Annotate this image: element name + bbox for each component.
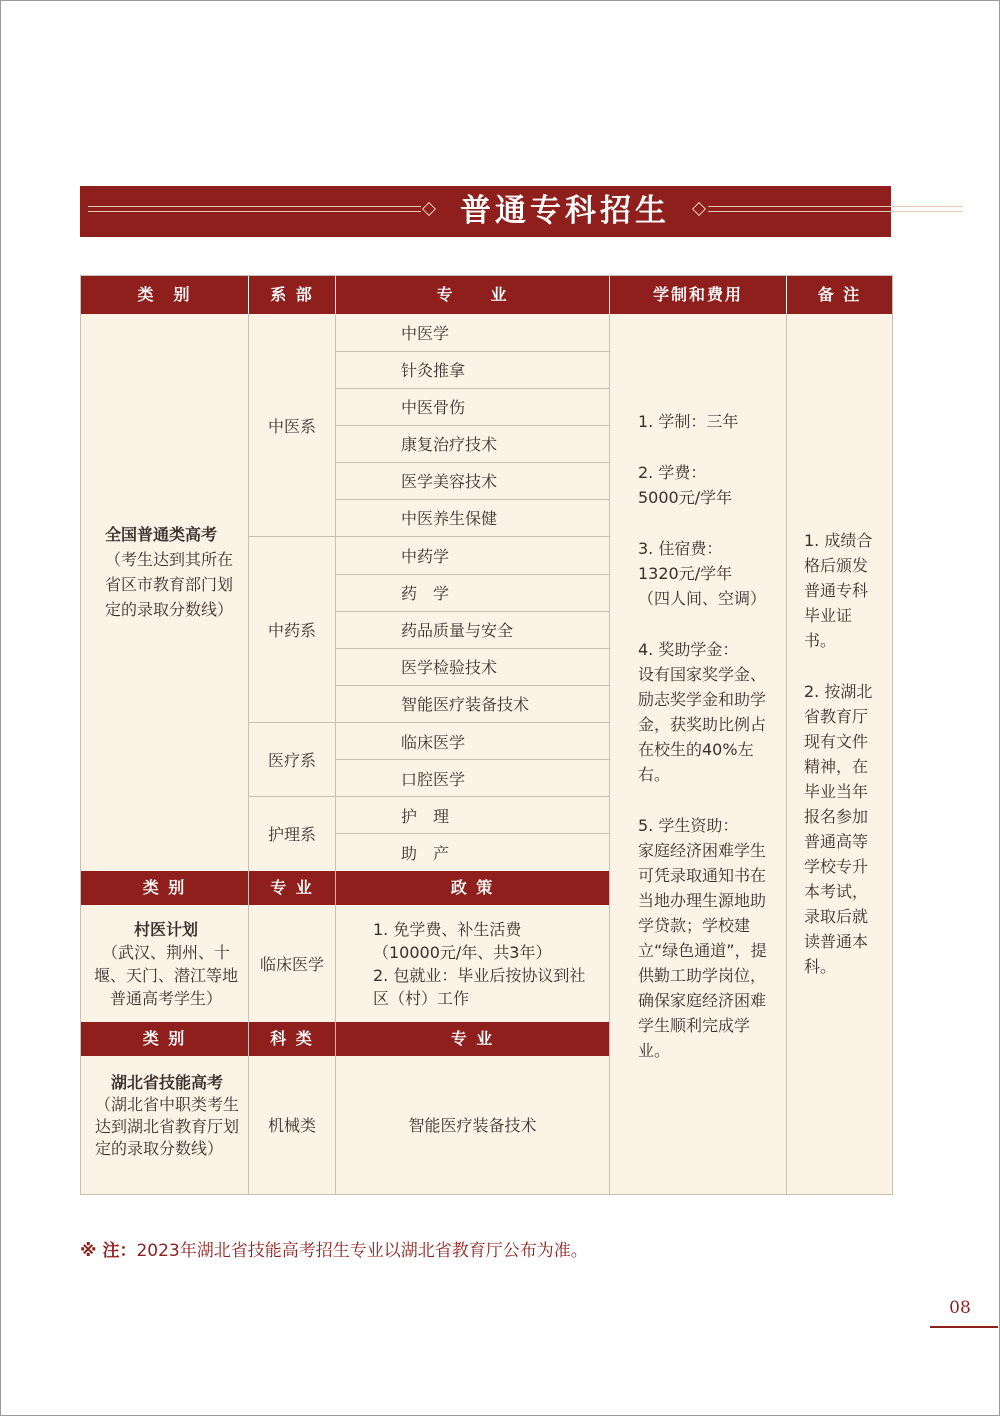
- category-title: 全国普通类高考: [105, 525, 218, 544]
- major-cell: 中药学: [401, 547, 450, 566]
- diamond-ornament: [692, 202, 706, 216]
- skills-exam-major: 智能医疗装备技术: [408, 1116, 537, 1135]
- category-desc: （湖北省中职类考生达到湖北省教育厅划定的录取分数线）: [95, 1095, 240, 1158]
- village-doctor-major: 临床医学: [259, 955, 324, 974]
- fee-item: 3. 住宿费： 1320元/学年 （四人间、空调）: [638, 539, 767, 608]
- header-dept: 系 部: [249, 276, 335, 314]
- major-cell: 护 理: [401, 806, 450, 826]
- banner-rule: [88, 211, 421, 212]
- major-cell: 临床医学: [401, 732, 466, 752]
- fee-item: 1. 学制：三年: [638, 412, 739, 431]
- skills-exam-type: 机械类: [267, 1116, 316, 1135]
- category-title: 村医计划: [133, 920, 198, 939]
- header-remark: 备 注: [787, 276, 892, 314]
- header-category: 类 别: [81, 1022, 248, 1056]
- header-category: 类 别: [81, 276, 248, 314]
- header-fee: 学制和费用: [610, 276, 786, 314]
- banner-rule: [708, 206, 963, 207]
- fee-item: 4. 奖助学金： 设有国家奖学金、励志奖学金和助学金，获奖助比例占在校生的40%左右。: [638, 640, 767, 784]
- major-cell: 康复治疗技术: [401, 435, 498, 454]
- major-cell: 助 产: [401, 843, 450, 863]
- grid-line: [786, 314, 787, 1194]
- major-cell: 中医养生保健: [401, 509, 498, 528]
- footnote-text: 2023年湖北省技能高考招生专业以湖北省教育厅公布为准。: [136, 1241, 588, 1261]
- category-desc: （武汉、荆州、十堰、天门、潜江等地普通高考学生）: [93, 943, 238, 1008]
- header-major: 专 业: [336, 1022, 609, 1056]
- header-major: 专 业: [249, 871, 335, 905]
- page-title: 普通专科招生: [460, 193, 670, 229]
- category-title: 湖北省技能高考: [110, 1073, 223, 1092]
- title-banner: [80, 186, 891, 237]
- header-policy: 政 策: [336, 871, 609, 905]
- dept-cell: 中医系: [267, 416, 316, 436]
- major-cell: 药品质量与安全: [401, 621, 514, 640]
- major-cell: 中医学: [401, 324, 450, 343]
- major-cell: 中医骨伤: [401, 398, 466, 417]
- footnote-prefix: ※ 注：: [80, 1241, 137, 1261]
- page-number: 08: [949, 1298, 971, 1318]
- page-number-rule: [930, 1326, 998, 1328]
- major-cell: 智能医疗装备技术: [401, 695, 530, 714]
- category-desc: （考生达到其所在省区市教育部门划定的录取分数线）: [105, 550, 234, 619]
- dept-cell: 护理系: [267, 825, 316, 844]
- dept-cell: 医疗系: [267, 751, 316, 770]
- policy-text: 1. 免学费、补生活费 （10000元/年、共3年） 2. 包就业：毕业后按协议到社区（村）工作: [373, 920, 586, 1008]
- major-cell: 医学美容技术: [401, 472, 498, 491]
- dept-cell: 中药系: [267, 621, 316, 640]
- banner-rule: [708, 211, 963, 212]
- header-type: 科 类: [249, 1022, 335, 1056]
- grid-line: [609, 314, 610, 1194]
- header-category: 类 别: [81, 871, 248, 905]
- footnote: [80, 1236, 588, 1261]
- remark-item: 2. 按湖北省教育厅现有文件精神，在毕业当年报名参加普通高等学校专升本考试，录取后就读普通本科。: [804, 682, 873, 976]
- major-cell: 医学检验技术: [401, 658, 498, 677]
- header-major: 专 业: [336, 276, 609, 314]
- major-cell: 针灸推拿: [401, 361, 466, 380]
- village-doctor-category: [91, 918, 241, 1010]
- skills-exam-category: [95, 1072, 239, 1160]
- remark-cell: [804, 528, 880, 979]
- diamond-ornament: [422, 202, 436, 216]
- banner-rule: [88, 206, 421, 207]
- fee-cell: [638, 409, 772, 1063]
- major-cell: 口腔医学: [401, 769, 466, 789]
- fee-item: 2. 学费： 5000元/学年: [638, 463, 733, 507]
- remark-item: 1. 成绩合格后颁发普通专科毕业证书。: [804, 531, 873, 650]
- category-cell: [105, 522, 235, 622]
- fee-item: 5. 学生资助： 家庭经济困难学生可凭录取通知书在当地办理生源地助学贷款；学校建立“绿色通道”，提供勤工助学岗位，确保家庭经济困难学生顺利完成学业。: [638, 816, 767, 1060]
- major-cell: 药 学: [401, 584, 450, 603]
- enrollment-table: [80, 275, 893, 1195]
